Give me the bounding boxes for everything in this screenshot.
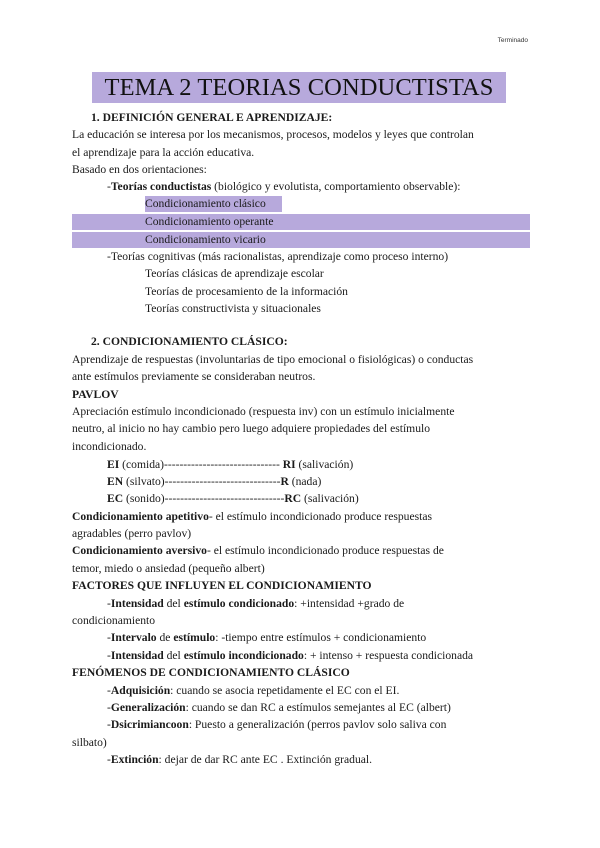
paragraph-line: agradables (perro pavlov) — [72, 527, 192, 540]
section-heading-2: 2. CONDICIONAMIENTO CLÁSICO: — [91, 335, 288, 348]
highlight-bar — [72, 214, 530, 230]
section-heading-1: 1. DEFINICIÓN GENERAL E APRENDIZAJE: — [91, 111, 333, 124]
list-item: Condicionamiento vicario — [145, 233, 266, 246]
stimulus-pair: EC (sonido)-------------------------------RC (salivación) — [107, 492, 359, 505]
stimulus-pair: EI (comida)------------------------------ RI (salivación) — [107, 458, 354, 471]
list-item: Condicionamiento clásico — [145, 197, 266, 210]
definition-apetitivo: Condicionamiento apetitivo- el estímulo incondicionado produce respuestas — [72, 510, 432, 523]
paragraph-line: La educación se interesa por los mecanismos, procesos, modelos y leyes que controlan — [72, 128, 474, 141]
subheading-fenomenos: FENÓMENOS DE CONDICIONAMIENTO CLÁSICO — [72, 666, 350, 679]
list-item: Teorías clásicas de aprendizaje escolar — [145, 267, 324, 280]
list-item-conductistas: -Teorías conductistas (biológico y evolutista, comportamiento observable): — [107, 180, 461, 193]
paragraph-line: incondicionado. — [72, 440, 147, 453]
status-tag: Terminado — [497, 37, 528, 44]
paragraph-line: condicionamiento — [72, 614, 156, 627]
factor-item: -Intensidad del estímulo incondicionado: + intenso + respuesta condicionada — [107, 649, 474, 662]
paragraph-line: ante estímulos previamente se consideraban neutros. — [72, 370, 316, 383]
subheading-factores: FACTORES QUE INFLUYEN EL CONDICIONAMIENTO — [72, 579, 372, 592]
factor-item: -Intensidad del estímulo condicionado: +intensidad +grado de — [107, 597, 405, 610]
fenomeno-item: -Dsicrimiancoon: Puesto a generalización (perros pavlov solo saliva con — [107, 718, 447, 731]
paragraph-line: Apreciación estímulo incondicionado (respuesta inv) con un estímulo inicialmente — [72, 405, 455, 418]
factor-item: -Intervalo de estímulo: -tiempo entre estímulos + condicionamiento — [107, 631, 427, 644]
stimulus-pair: EN (silvato)------------------------------R (nada) — [107, 475, 322, 488]
list-item: Teorías de procesamiento de la información — [145, 285, 348, 298]
subheading-pavlov: PAVLOV — [72, 388, 119, 401]
paragraph-line: Basado en dos orientaciones: — [72, 163, 207, 176]
page-title: TEMA 2 TEORIAS CONDUCTISTAS — [92, 72, 506, 103]
list-item: Teorías constructivista y situacionales — [145, 302, 321, 315]
list-item-cognitivas: -Teorías cognitivas (más racionalistas, aprendizaje como proceso interno) — [107, 250, 449, 263]
paragraph-line: Aprendizaje de respuestas (involuntarias de tipo emocional o fisiológicas) o conductas — [72, 353, 474, 366]
paragraph-line: el aprendizaje para la acción educativa. — [72, 146, 255, 159]
fenomeno-item: -Generalización: cuando se dan RC a estímulos semejantes al EC (albert) — [107, 701, 451, 714]
list-item: Condicionamiento operante — [145, 215, 274, 228]
paragraph-line: neutro, al inicio no hay cambio pero luego adquiere propiedades del estímulo — [72, 422, 431, 435]
paragraph-line: temor, miedo o ansiedad (pequeño albert) — [72, 562, 265, 575]
fenomeno-item: -Adquisición: cuando se asocia repetidamente el EC con el EI. — [107, 684, 400, 697]
fenomeno-item: -Extinción: dejar de dar RC ante EC . Extinción gradual. — [107, 753, 373, 766]
definition-aversivo: Condicionamiento aversivo- el estímulo incondicionado produce respuestas de — [72, 544, 444, 557]
paragraph-line: silbato) — [72, 736, 107, 749]
highlight-bar — [72, 232, 530, 248]
